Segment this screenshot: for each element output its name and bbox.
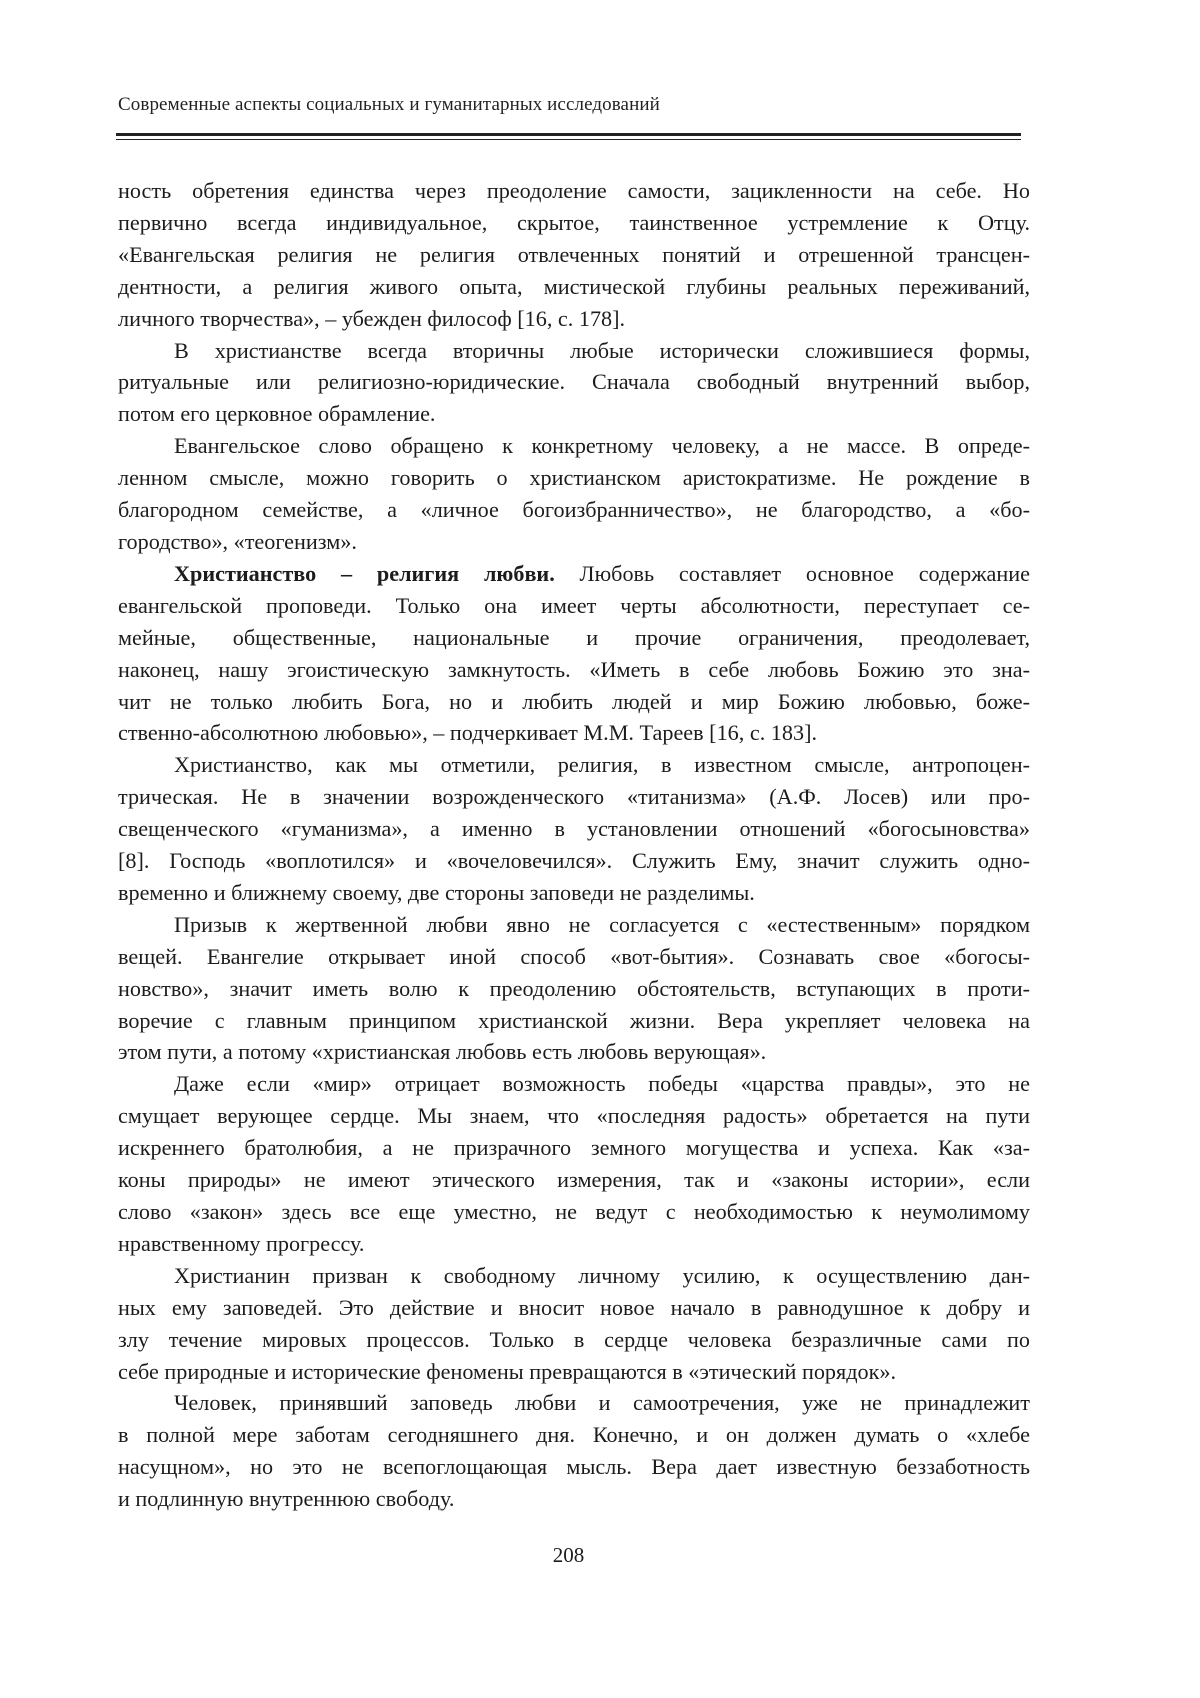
text-run: Любовь составляет основное содержание (554, 560, 1030, 586)
header-rule-thick (116, 133, 1021, 136)
text-line: В христианстве всегда вторичны любые исторически сложившиеся формы, (174, 337, 1030, 363)
text-line: временно и ближнему своему, две стороны заповеди не разделимы. (118, 879, 755, 905)
text-line: в полной мере заботам сегодняшнего дня. Конечно, и он должен думать о «хлебе (118, 1422, 1030, 1448)
text-line: потом его церковное обрамление. (118, 401, 436, 427)
text-line: Христианство, как мы отметили, религия, в известном смысле, антропоцен- (174, 752, 1030, 778)
body-text (118, 175, 1030, 1515)
paragraph (118, 430, 1030, 558)
text-line: нравственному прогрессу. (118, 1230, 365, 1256)
page-number: 208 (552, 1543, 585, 1567)
running-header: Современные аспекты социальных и гуманитарных исследований (118, 94, 660, 115)
text-line: наконец, нашу эгоистическую замкнутость. «Иметь в себе любовь Божию это зна- (118, 656, 1030, 682)
text-line: злу течение мировых процессов. Только в сердце человека безразличные сами по (118, 1326, 1030, 1352)
text-line: ленном смысле, можно говорить о христианском аристократизме. Не рождение в (118, 465, 1030, 491)
paragraph (118, 1260, 1030, 1388)
text-line: дентности, а религия живого опыта, мистической глубины реальных переживаний, (118, 273, 1030, 299)
text-line: слово «закон» здесь все еще уместно, не ведут с необходимостью к неумолимому (118, 1199, 1030, 1224)
text-line: ных ему заповедей. Это действие и вносит новое начало в равнодушное к добру и (118, 1294, 1030, 1320)
text-line: Христианин призван к свободному личному усилию, к осуществлению дан- (174, 1262, 1030, 1288)
text-line: чит не только любить Бога, но и любить людей и мир Божию любовью, боже- (118, 688, 1030, 714)
text-line: себе природные и исторические феномены превращаются в «этический порядок». (118, 1358, 897, 1384)
text-line: смущает верующее сердце. Мы знаем, что «последняя радость» обретается на пути (118, 1103, 1030, 1129)
paragraph (118, 909, 1030, 1069)
text-line: городство», «теогенизм». (118, 528, 357, 554)
header-rule-thin (116, 139, 1021, 140)
text-line: Человек, принявший заповедь любви и самоотречения, уже не принадлежит (174, 1390, 1030, 1416)
text-line: новство», значит иметь волю к преодолению обстоятельств, вступающих в проти- (118, 975, 1030, 1001)
paragraph (118, 558, 1030, 749)
inline-heading: Христианство – религия любви. (174, 560, 555, 586)
text-line: воречие с главным принципом христианской жизни. Вера укрепляет человека на (118, 1007, 1030, 1033)
text-line: свещенческого «гуманизма», а именно в установлении отношений «богосыновства» (118, 816, 1030, 842)
text-line: Евангельское слово обращено к конкретному человеку, а не массе. В опреде- (174, 433, 1030, 459)
text-line: этом пути, а потому «христианская любовь есть любовь верующая». (118, 1039, 767, 1065)
text-line: ственно-абсолютною любовью», – подчеркивает М.М. Тареев [16, с. 183]. (118, 720, 818, 746)
text-line: ность обретения единства через преодоление самости, зацикленности на себе. Но (118, 178, 1030, 203)
text-line-with-heading (118, 558, 1030, 590)
text-line: вещей. Евангелие открывает иной способ «вот-бытия». Сознавать свое «богосы- (118, 943, 1030, 969)
text-line: насущном», но это не всепоглощающая мысль. Вера дает известную беззаботность (118, 1454, 1030, 1480)
text-line: личного творчества», – убежден философ [16, с. 178]. (118, 305, 626, 331)
paragraph (118, 1387, 1030, 1515)
text-line: искреннего братолюбия, а не призрачного земного могущества и успеха. Как «за- (118, 1135, 1030, 1161)
text-line: коны природы» не имеют этического измерения, так и «законы истории», если (118, 1167, 1030, 1193)
text-line: трическая. Не в значении возрожденческого «титанизма» (А.Ф. Лосев) или про- (118, 784, 1030, 810)
text-line: [8]. Господь «воплотился» и «вочеловечился». Служить Ему, значит служить одно- (118, 848, 1030, 874)
paragraph (118, 1068, 1030, 1259)
text-line: ритуальные или религиозно-юридические. Сначала свободный внутренний выбор, (118, 369, 1030, 395)
text-line: Призыв к жертвенной любви явно не согласуется с «естественным» порядком (174, 911, 1030, 937)
text-line: «Евангельская религия не религия отвлеченных понятий и отрешенной трансцен- (118, 241, 1030, 267)
text-line: Даже если «мир» отрицает возможность победы «царства правды», это не (174, 1071, 1030, 1097)
text-line: мейные, общественные, национальные и прочие ограничения, преодолевает, (118, 624, 1030, 650)
paragraph (118, 749, 1030, 909)
text-line: первично всегда индивидуальное, скрытое, таинственное устремление к Отцу. (118, 209, 1030, 235)
paragraph (118, 175, 1030, 335)
paragraph (118, 335, 1030, 431)
text-line: благородном семействе, а «личное богоизбранничество», не благородство, а «бо- (118, 497, 1030, 523)
text-line: евангельской проповеди. Только она имеет черты абсолютности, переступает се- (118, 592, 1030, 618)
text-line: и подлинную внутреннюю свободу. (118, 1486, 455, 1512)
